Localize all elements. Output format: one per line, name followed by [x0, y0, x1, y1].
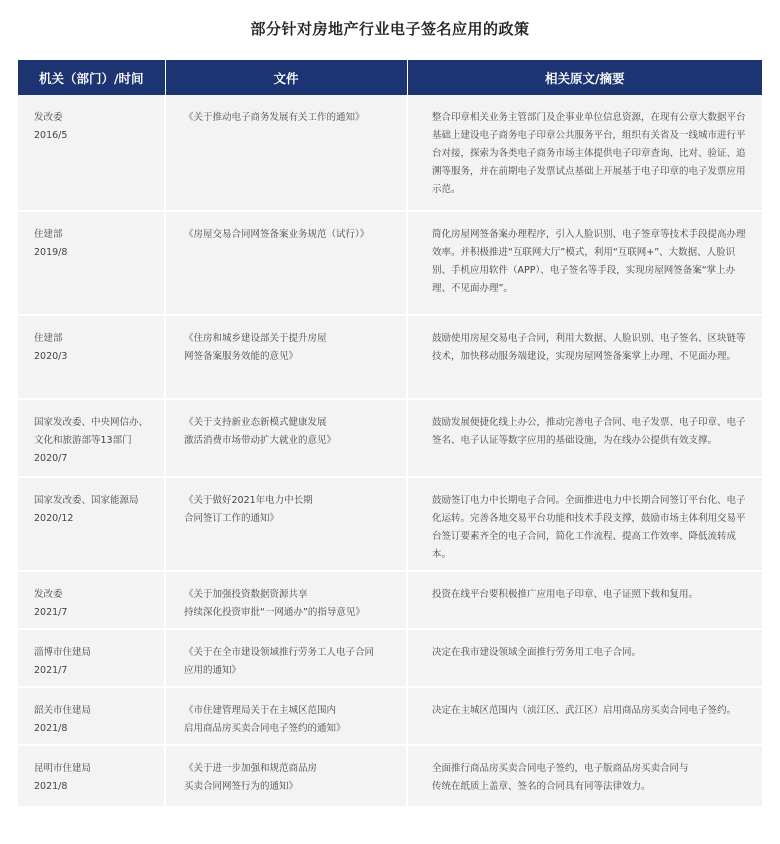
header-agency-time: 机关（部门）/时间: [18, 60, 165, 95]
cell-summary: 鼓励使用房屋交易电子合同，利用大数据、人脸识别、电子签名、区块链等技术，加快移动服务端建设，实现房屋网签备案掌上办理、不见面办理。: [407, 315, 762, 399]
cell-summary: 鼓励发展便捷化线上办公，推动完善电子合同、电子发票、电子印章、电子签名、电子认证等数字应用的基础设施，为在线办公提供有效支撑。: [407, 399, 762, 477]
policy-table-container: [18, 60, 762, 808]
cell-agency: 昆明市住建局 2021/8: [18, 745, 165, 807]
table-row: [18, 745, 762, 807]
cell-document: 《关于进一步加强和规范商品房 买卖合同网签行为的通知》: [165, 745, 407, 807]
cell-agency: 发改委 2021/7: [18, 571, 165, 629]
cell-summary: 简化房屋网签备案办理程序，引入人脸识别、电子签章等技术手段提高办理效率。并积极推进“互联网大厅”模式，利用“互联网+”、大数据、人脸识别、手机应用软件（APP）、电子签名等手段，实现房屋网签备案“掌上办理、不见面办理”。: [407, 211, 762, 315]
policy-table: [18, 60, 762, 808]
table-header-row: [18, 60, 762, 95]
cell-summary: 全面推行商品房买卖合同电子签约，电子版商品房买卖合同与 传统在纸质上盖章、签名的合同具有同等法律效力。: [407, 745, 762, 807]
cell-agency: 国家发改委、中央网信办、 文化和旅游部等13部门 2020/7: [18, 399, 165, 477]
header-document: 文件: [165, 60, 407, 95]
table-row: [18, 95, 762, 211]
cell-agency: 住建部 2019/8: [18, 211, 165, 315]
cell-agency: 韶关市住建局 2021/8: [18, 687, 165, 745]
cell-summary: 决定在我市建设领域全面推行劳务用工电子合同。: [407, 629, 762, 687]
header-summary: 相关原文/摘要: [407, 60, 762, 95]
cell-summary: 投资在线平台要积极推广应用电子印章、电子证照下载和复用。: [407, 571, 762, 629]
table-row: [18, 315, 762, 399]
cell-summary: 整合印章相关业务主管部门及企事业单位信息资源，在现有公章大数据平台基础上建设电子商务电子印章公共服务平台，组织有关省及一线城市进行平台对接，探索为各类电子商务市场主体提供电子印章查询、比对、验证、追溯等服务，并在前期电子发票试点基础上开展基于电子印章的电子发票应用示范。: [407, 95, 762, 211]
table-row: [18, 477, 762, 571]
table-row: [18, 571, 762, 629]
cell-agency: 住建部 2020/3: [18, 315, 165, 399]
page-title: 部分针对房地产行业电子签名应用的政策: [250, 20, 530, 38]
cell-document: 《关于做好2021年电力中长期 合同签订工作的通知》: [165, 477, 407, 571]
cell-agency: 国家发改委、国家能源局 2020/12: [18, 477, 165, 571]
cell-agency: 发改委 2016/5: [18, 95, 165, 211]
cell-summary: 鼓励签订电力中长期电子合同。全面推进电力中长期合同签订平台化、电子化运转。完善各地交易平台功能和技术手段支撑，鼓励市场主体利用交易平台签订要素齐全的电子合同，简化工作流程、提高工作效率、降低流转成本。: [407, 477, 762, 571]
table-row: [18, 399, 762, 477]
cell-document: 《关于加强投资数据资源共享 持续深化投资审批“一网通办”的指导意见》: [165, 571, 407, 629]
table-row: [18, 211, 762, 315]
cell-document: 《住房和城乡建设部关于提升房屋 网签备案服务效能的意见》: [165, 315, 407, 399]
cell-document: 《关于在全市建设领域推行劳务工人电子合同 应用的通知》: [165, 629, 407, 687]
table-row: [18, 687, 762, 745]
table-row: [18, 629, 762, 687]
cell-document: 《关于推动电子商务发展有关工作的通知》: [165, 95, 407, 211]
cell-summary: 决定在主城区范围内（浈江区、武江区）启用商品房买卖合同电子签约。: [407, 687, 762, 745]
cell-document: 《市住建管理局关于在主城区范围内 启用商品房买卖合同电子签约的通知》: [165, 687, 407, 745]
cell-document: 《关于支持新业态新模式健康发展 激活消费市场带动扩大就业的意见》: [165, 399, 407, 477]
cell-document: 《房屋交易合同网签备案业务规范（试行）》: [165, 211, 407, 315]
cell-agency: 淄博市住建局 2021/7: [18, 629, 165, 687]
